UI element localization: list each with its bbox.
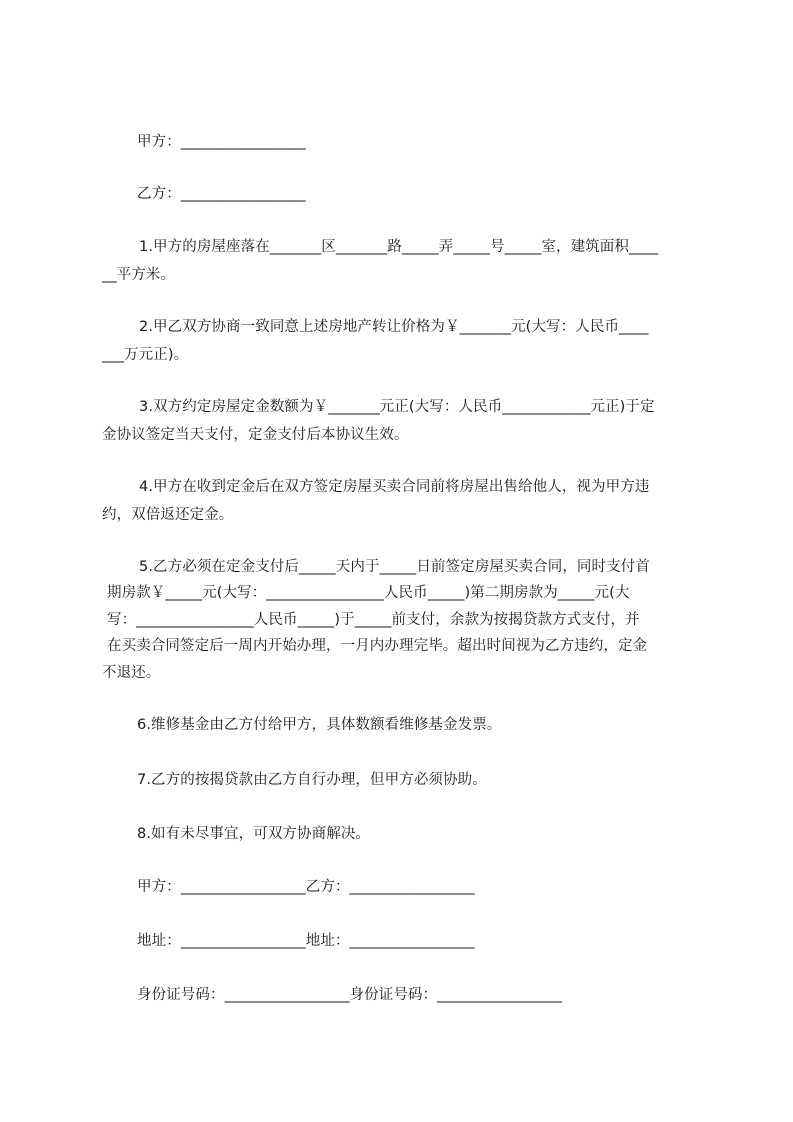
clause-6: 6.维修基金由乙方付给甲方，具体数额看维修基金发票。	[137, 717, 502, 733]
clause-3-line-2: 金协议签定当天支付，定金支付后本协议生效。	[102, 427, 409, 443]
clause-2-line-1: 2.甲乙双方协商一致同意上述房地产转让价格为￥_______元(大写：人民币____	[139, 319, 649, 335]
clause-4-line-1: 4.甲方在收到定金后在双方签定房屋买卖合同前将房屋出售给他人，视为甲方违	[139, 479, 650, 495]
clause-4-line-2: 约，双倍返还定金。	[102, 507, 234, 523]
clause-5-line-1: 5.乙方必须在定金支付后_____天内于_____日前签定房屋买卖合同，同时支付首	[139, 559, 650, 575]
clause-3-line-1: 3.双方约定房屋定金数额为￥_______元正(大写：人民币____________元正)于定	[139, 399, 655, 415]
clause-1-line-1: 1.甲方的房屋座落在_______区_______路_____弄_____号_____室，建筑面积____	[139, 239, 659, 255]
clause-7: 7.乙方的按揭贷款由乙方自行办理，但甲方必须协助。	[137, 772, 487, 788]
party-b-header: 乙方：_________________	[137, 186, 306, 202]
clause-1-line-2: __平方米。	[102, 267, 176, 283]
clause-8: 8.如有未尽事宜，可双方协商解决。	[137, 826, 371, 842]
signature-id-line: 身份证号码：_________________身份证号码：_________________	[137, 987, 563, 1003]
signature-party-line: 甲方：_________________乙方：_________________	[137, 879, 475, 895]
party-a-header: 甲方：_________________	[137, 134, 306, 150]
clause-5-line-5: 不退还。	[102, 665, 161, 681]
clause-5-line-2: 期房款￥_____元(大写：________________人民币_____)第二期房款为_____元(大	[107, 585, 630, 601]
clause-5-line-3: 写：________________人民币_____)于_____前支付，余款为按揭贷款方式支付，并	[107, 612, 640, 628]
clause-5-line-4: 在买卖合同签定后一周内开始办理，一月内办理完毕。超出时间视为乙方违约，定金	[107, 638, 648, 654]
clause-2-line-2: ___万元正)。	[102, 347, 189, 363]
signature-address-line: 地址：_________________地址：_________________	[137, 933, 475, 949]
